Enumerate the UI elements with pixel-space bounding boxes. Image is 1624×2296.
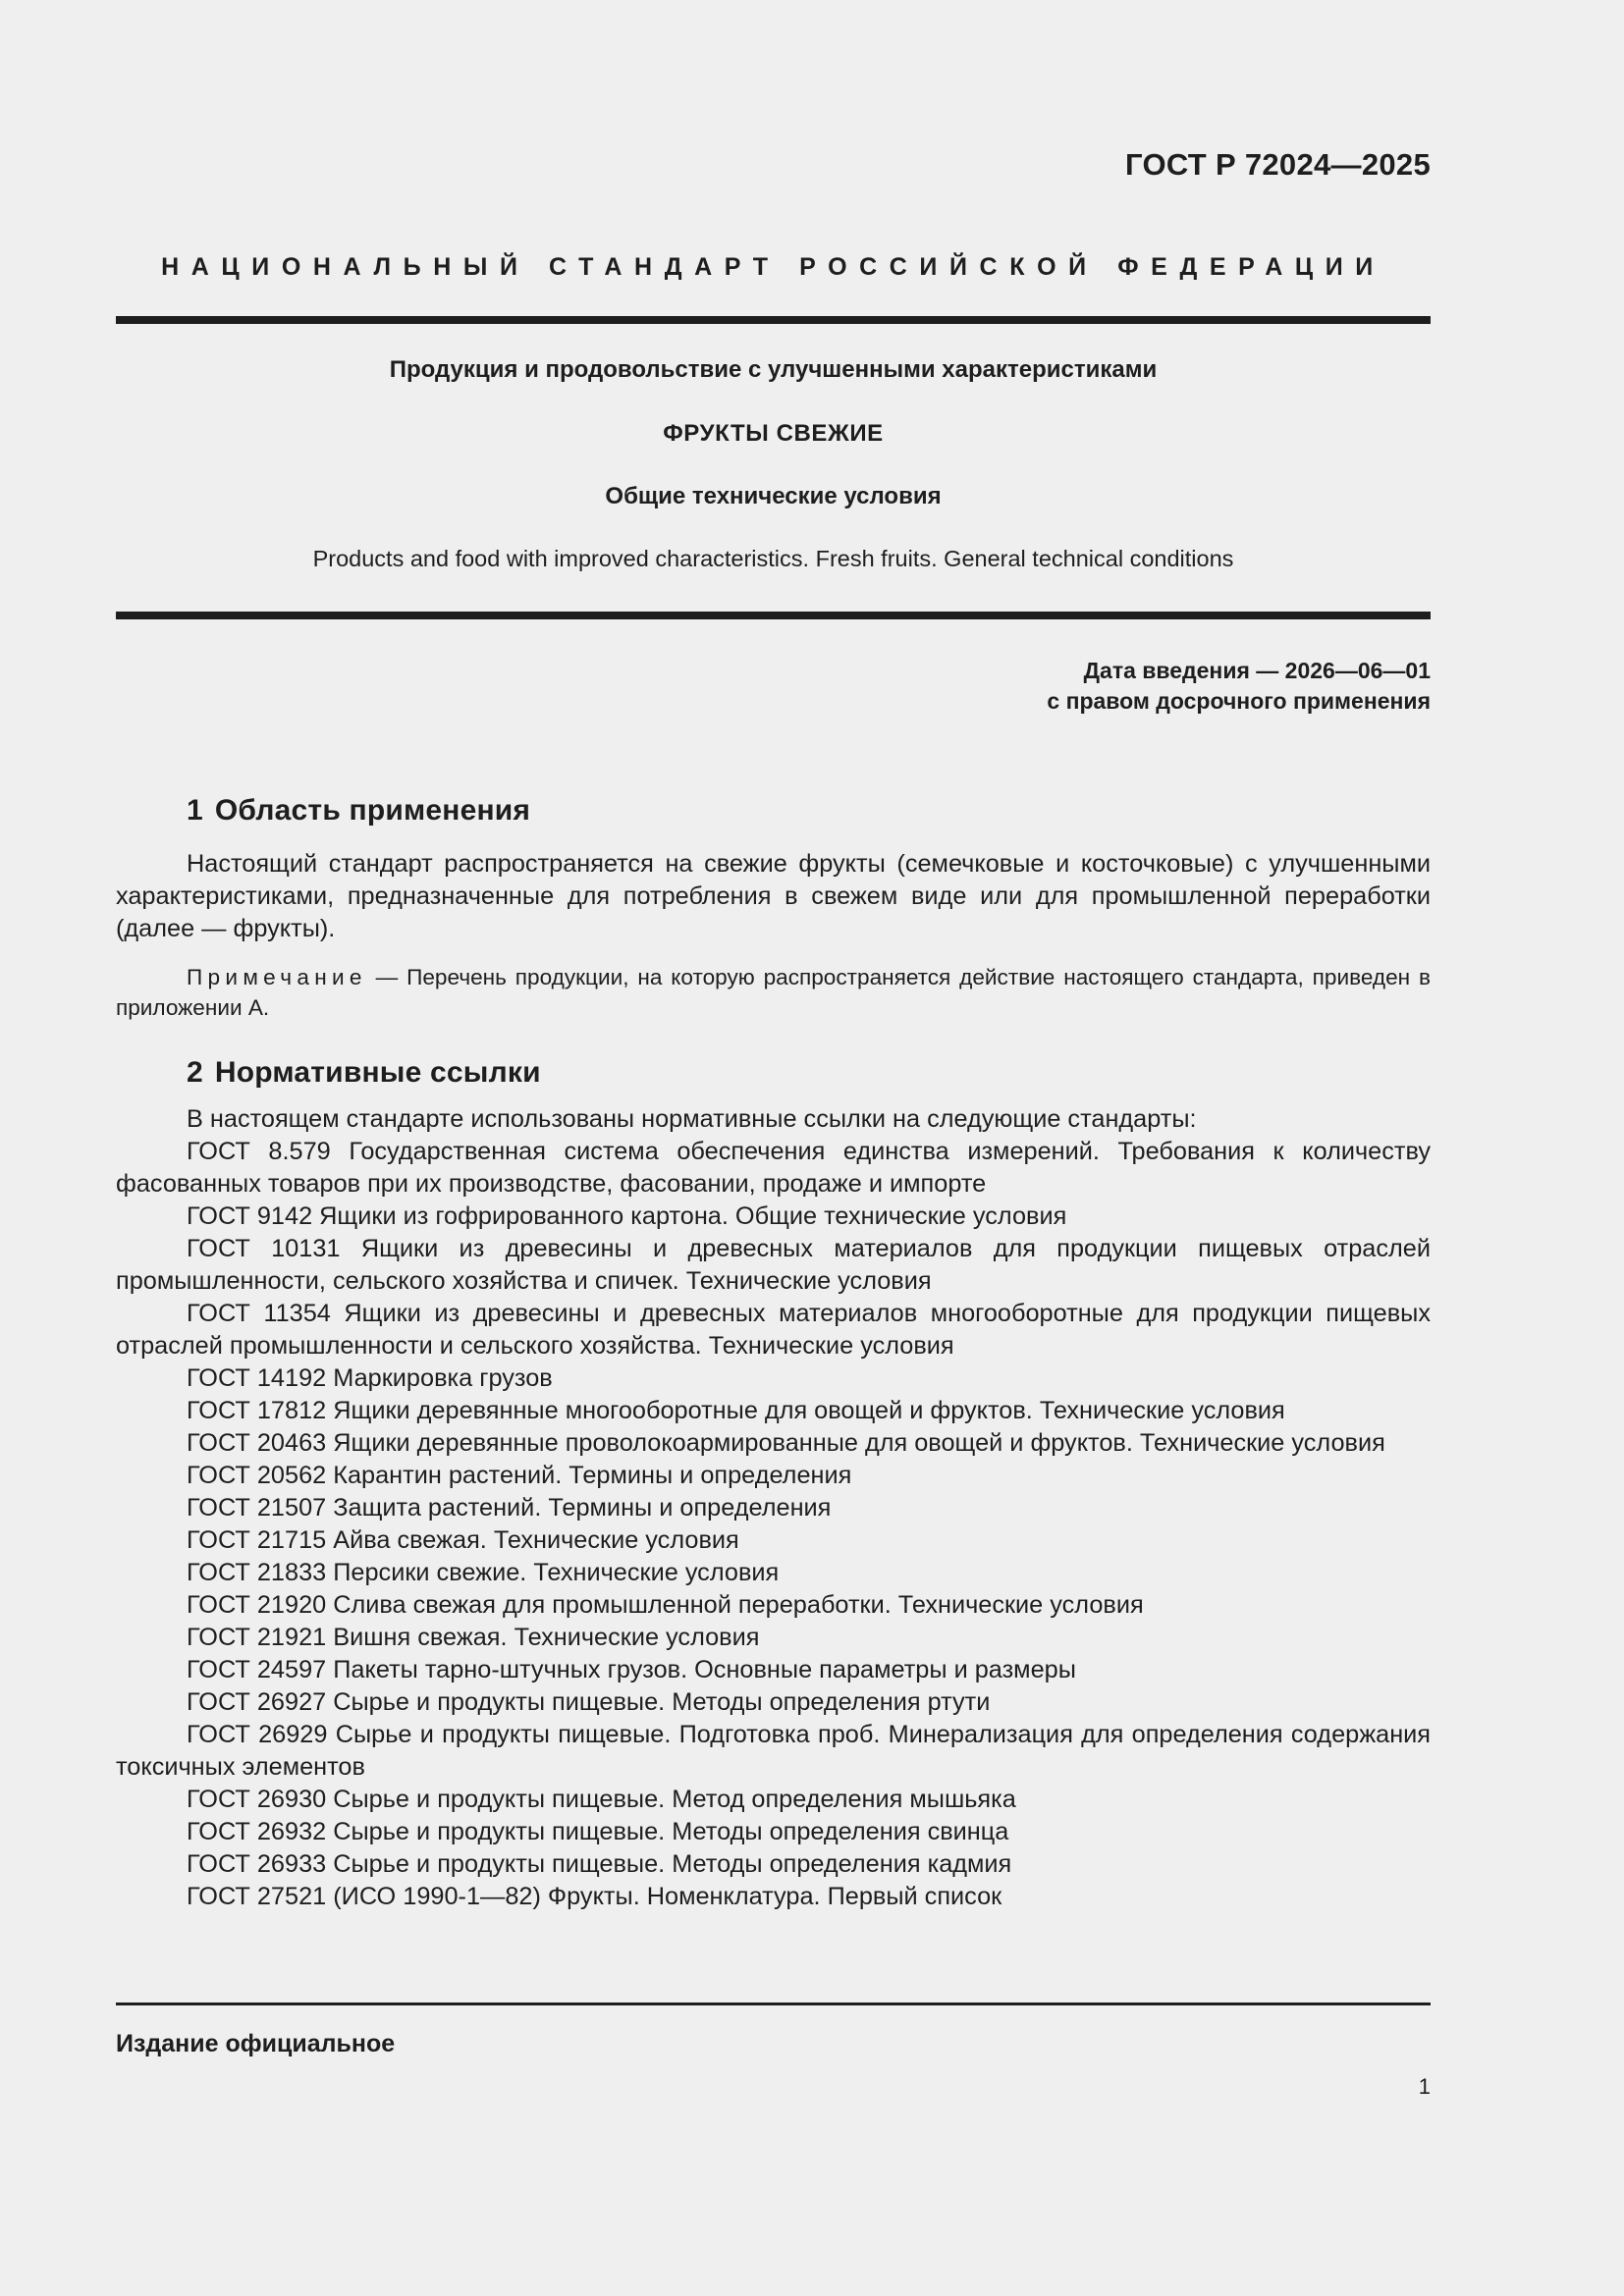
- reference-item: ГОСТ 21833 Персики свежие. Технические условия: [187, 1559, 780, 1586]
- document-number: ГОСТ Р 72024—2025: [1125, 147, 1431, 182]
- document-subtitle: Общие технические условия: [605, 483, 942, 509]
- reference-item: ГОСТ 26929 Сырье и продукты пищевые. Подготовка проб. Минерализация для определения содержания токсичных элементов: [116, 1721, 1431, 1781]
- reference-item: ГОСТ 20463 Ящики деревянные проволокоармированные для овощей и фруктов. Технические условия: [187, 1429, 1385, 1457]
- page-number: 1: [1418, 2074, 1431, 2099]
- reference-item: ГОСТ 10131 Ящики из древесины и древесных материалов для продукции пищевых отраслей промышленности, сельского хозяйства и спичек. Технические условия: [116, 1235, 1431, 1295]
- reference-item: ГОСТ 17812 Ящики деревянные многооборотные для овощей и фруктов. Технические условия: [187, 1397, 1285, 1424]
- reference-item: ГОСТ 8.579 Государственная система обеспечения единства измерений. Требования к количеству фасованных товаров при их производстве, фасовании, продаже и импорте: [116, 1138, 1431, 1198]
- reference-item: ГОСТ 14192 Маркировка грузов: [187, 1364, 553, 1392]
- reference-item: ГОСТ 24597 Пакеты тарно-штучных грузов. Основные параметры и размеры: [187, 1656, 1076, 1683]
- section-2-heading: [116, 1050, 1431, 1095]
- reference-item: ГОСТ 27521 (ИСО 1990-1—82) Фрукты. Номенклатура. Первый список: [187, 1883, 1002, 1910]
- reference-item: ГОСТ 21920 Слива свежая для промышленной переработки. Технические условия: [187, 1591, 1144, 1619]
- footer-rule: [116, 2002, 1431, 2005]
- document-title: ФРУКТЫ СВЕЖИЕ: [663, 420, 884, 447]
- note-label: Примечание: [187, 965, 367, 989]
- early-application-note: с правом досрочного применения: [1047, 688, 1431, 714]
- reference-item: ГОСТ 21921 Вишня свежая. Технические условия: [187, 1624, 760, 1651]
- reference-item: ГОСТ 9142 Ящики из гофрированного картона. Общие технические условия: [187, 1202, 1067, 1230]
- reference-item: ГОСТ 26927 Сырье и продукты пищевые. Методы определения ртути: [187, 1688, 991, 1716]
- introduction-date: Дата введения — 2026—06—01: [1083, 658, 1431, 683]
- reference-item: ГОСТ 26933 Сырье и продукты пищевые. Методы определения кадмия: [187, 1850, 1012, 1878]
- section-2-title: Нормативные ссылки: [214, 1056, 541, 1089]
- reference-item: ГОСТ 20562 Карантин растений. Термины и определения: [187, 1462, 852, 1489]
- title-bottom-thick-rule: [116, 612, 1431, 619]
- note-text: — Перечень продукции, на которую распространяется действие настоящего стандарта, приведен в приложении А.: [116, 965, 1431, 1020]
- reference-item: ГОСТ 26932 Сырье и продукты пищевые. Методы определения свинца: [187, 1818, 1009, 1845]
- reference-item: ГОСТ 21507 Защита растений. Термины и определения: [187, 1494, 832, 1522]
- official-edition-label: Издание официальное: [116, 2030, 396, 2057]
- document-body: [116, 788, 1431, 1913]
- scope-paragraph: Настоящий стандарт распространяется на свежие фрукты (семечковые и косточковые) с улучшенными характеристиками, предназначенные для потребления в свежем виде или для промышленной переработки (далее — фрукты).: [116, 850, 1431, 942]
- english-title: Products and food with improved characteristics. Fresh fruits. General technical conditions: [312, 546, 1234, 571]
- reference-item: ГОСТ 11354 Ящики из древесины и древесных материалов многооборотные для продукции пищевых отраслей промышленности и сельского хозяйства. Технические условия: [116, 1300, 1431, 1360]
- scope-note: [116, 962, 1431, 1023]
- top-thick-rule: [116, 316, 1431, 324]
- references-intro: В настоящем стандарте использованы нормативные ссылки на следующие стандарты:: [187, 1105, 1197, 1133]
- section-1-title: Область применения: [214, 794, 531, 827]
- section-1-number: 1: [187, 794, 203, 827]
- national-standard-heading: НАЦИОНАЛЬНЫЙ СТАНДАРТ РОССИЙСКОЙ ФЕДЕРАЦИИ: [161, 253, 1385, 281]
- reference-item: ГОСТ 21715 Айва свежая. Технические условия: [187, 1526, 739, 1554]
- reference-item: ГОСТ 26930 Сырье и продукты пищевые. Метод определения мышьяка: [187, 1786, 1016, 1813]
- series-title: Продукция и продовольствие с улучшенными характеристиками: [389, 356, 1158, 383]
- introduction-date-block: [1047, 656, 1431, 717]
- section-2-number: 2: [187, 1056, 203, 1089]
- section-1-heading: [116, 788, 1431, 833]
